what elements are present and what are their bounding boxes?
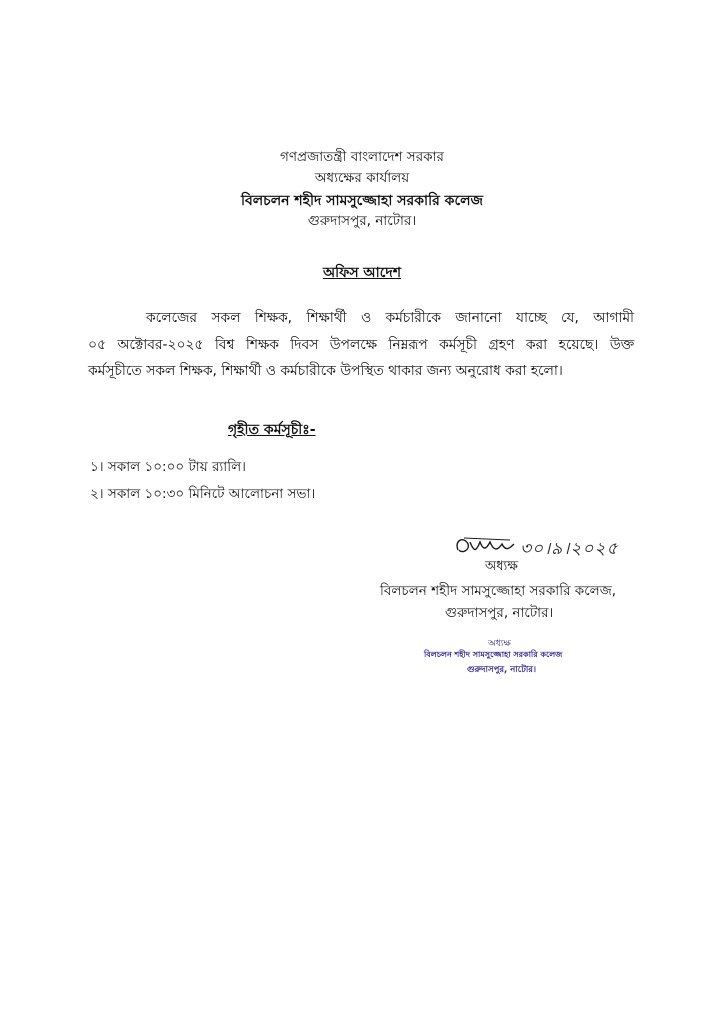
college-address-heading: গুরুদাসপুর, নাটোর। <box>307 213 417 229</box>
stamp-college: বিলচলন শহীদ সামসুজ্জোহা সরকারি কলেজ <box>424 650 563 659</box>
college-name-heading: বিলচলন শহীদ সামসুজ্জোহা সরকারি কলেজ <box>240 193 484 209</box>
stamp-title: অধ্যক্ষ <box>488 639 511 649</box>
office-heading: অধ্যক্ষের কার্যালয় <box>314 170 410 186</box>
signatory-title: অধ্যক্ষ <box>485 559 518 574</box>
order-paragraph-line: কলেজের সকল শিক্ষক, শিক্ষার্থী ও কর্মচারীকে জানানো যাচ্ছে যে, আগামী <box>146 310 634 326</box>
government-heading: গণপ্রজাতন্ত্রী বাংলাদেশ সরকার <box>280 149 444 165</box>
stamp-address: গুরুদাসপুর, নাটোর। <box>467 665 537 675</box>
order-title-text: অফিস আদেশ <box>322 265 402 281</box>
signatory-address: গুরুদাসপুর, নাটোর। <box>445 605 554 621</box>
signature-date: ৩০।৯।২০২৫ <box>520 539 619 559</box>
program-item: ১। সকাল ১০:০০ টায় র‍্যালি। <box>90 459 246 475</box>
program-item: ২। সকাল ১০:৩০ মিনিটে আলোচনা সভা। <box>90 486 316 502</box>
program-heading: গৃহীত কর্মসূচীঃ- <box>228 422 316 438</box>
order-paragraph-line: কর্মসূচীতে সকল শিক্ষক, শিক্ষার্থী ও কর্মচারীকে উপস্থিত থাকার জন্য অনুরোধ করা হলো। <box>88 363 563 379</box>
order-paragraph <box>88 305 634 385</box>
order-paragraph-line: ০৫ অক্টোবর-২০২৫ বিশ্ব শিক্ষক দিবস উপলক্ষে নিম্নরূপ কর্মসূচী গ্রহণ করা হয়েছে। উক্ত <box>88 336 634 353</box>
signatory-college: বিলচলন শহীদ সামসুজ্জোহা সরকারি কলেজ, <box>380 583 617 599</box>
order-title <box>0 261 724 285</box>
